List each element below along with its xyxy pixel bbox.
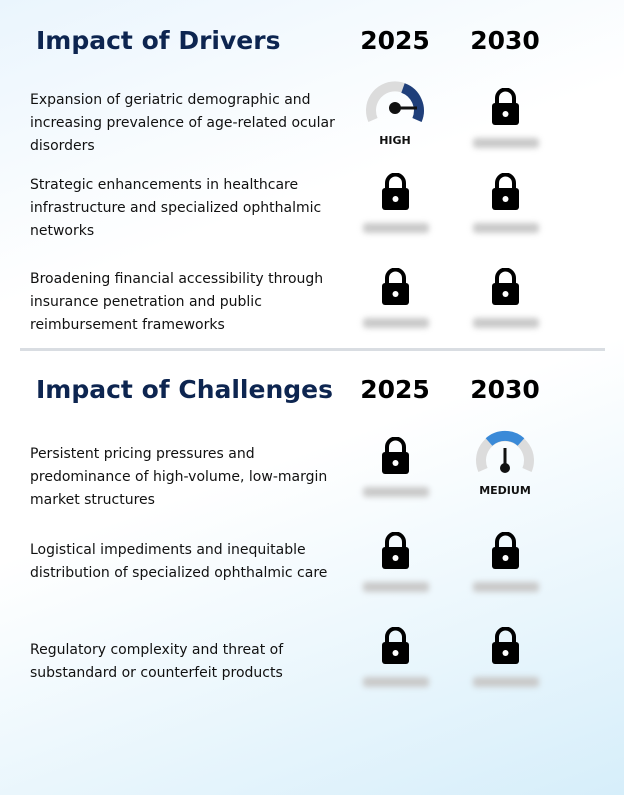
challenge-row-1-text: Persistent pricing pressures and predominance of high-volume, low-margin market structures: [30, 446, 328, 508]
challenge-row-3-text: Regulatory complexity and threat of substandard or counterfeit products: [30, 642, 284, 681]
section-divider: [20, 348, 605, 351]
driver-row-1-2030-locked[interactable]: [465, 88, 545, 168]
challenge-row-2-text: Logistical impediments and inequitable distribution of specialized ophthalmic care: [30, 542, 328, 581]
lock-icon: [491, 532, 520, 570]
driver-row-3-text: Broadening financial accessibility through insurance penetration and public reimbursement frameworks: [30, 271, 324, 333]
gauge-label: HIGH: [379, 134, 411, 147]
challenge-row-1-2030-gauge: [465, 430, 545, 510]
challenge-row-1-2025-locked[interactable]: [355, 437, 435, 517]
driver-row-1-text: Expansion of geriatric demographic and increasing prevalence of age-related ocular disorders: [30, 92, 335, 154]
drivers-year-2030: 2030: [470, 26, 540, 55]
lock-icon: [491, 88, 520, 126]
blurred-value: [363, 677, 429, 687]
drivers-year-2025: 2025: [360, 26, 430, 55]
lock-icon: [491, 268, 520, 306]
blurred-value: [363, 487, 429, 497]
gauge-medium-icon: [475, 430, 535, 482]
lock-icon: [381, 627, 410, 665]
blurred-value: [473, 582, 539, 592]
driver-row-2-2030-locked[interactable]: [465, 173, 545, 253]
blurred-value: [363, 318, 429, 328]
challenge-row-3-2025-locked[interactable]: [355, 627, 435, 707]
blurred-value: [473, 138, 539, 148]
lock-icon: [381, 437, 410, 475]
blurred-value: [363, 223, 429, 233]
challenge-row-2-2030-locked[interactable]: [465, 532, 545, 612]
driver-row-3-2030-locked[interactable]: [465, 268, 545, 348]
gauge-label: MEDIUM: [479, 484, 531, 497]
challenge-row-3-2030-locked[interactable]: [465, 627, 545, 707]
lock-icon: [381, 532, 410, 570]
lock-icon: [381, 268, 410, 306]
blurred-value: [473, 223, 539, 233]
drivers-title: Impact of Drivers: [36, 26, 281, 55]
blurred-value: [363, 582, 429, 592]
driver-row-3-2025-locked[interactable]: [355, 268, 435, 348]
lock-icon: [491, 173, 520, 211]
challenges-year-2025: 2025: [360, 375, 430, 404]
lock-icon: [381, 173, 410, 211]
driver-row-2-text: Strategic enhancements in healthcare infrastructure and specialized ophthalmic networks: [30, 177, 322, 239]
lock-icon: [491, 627, 520, 665]
blurred-value: [473, 318, 539, 328]
challenges-year-2030: 2030: [470, 375, 540, 404]
driver-row-1-2025-gauge: [355, 80, 435, 160]
gauge-high-icon: [365, 80, 425, 132]
driver-row-2-2025-locked[interactable]: [355, 173, 435, 253]
challenges-title: Impact of Challenges: [36, 375, 333, 404]
blurred-value: [473, 677, 539, 687]
challenge-row-2-2025-locked[interactable]: [355, 532, 435, 612]
